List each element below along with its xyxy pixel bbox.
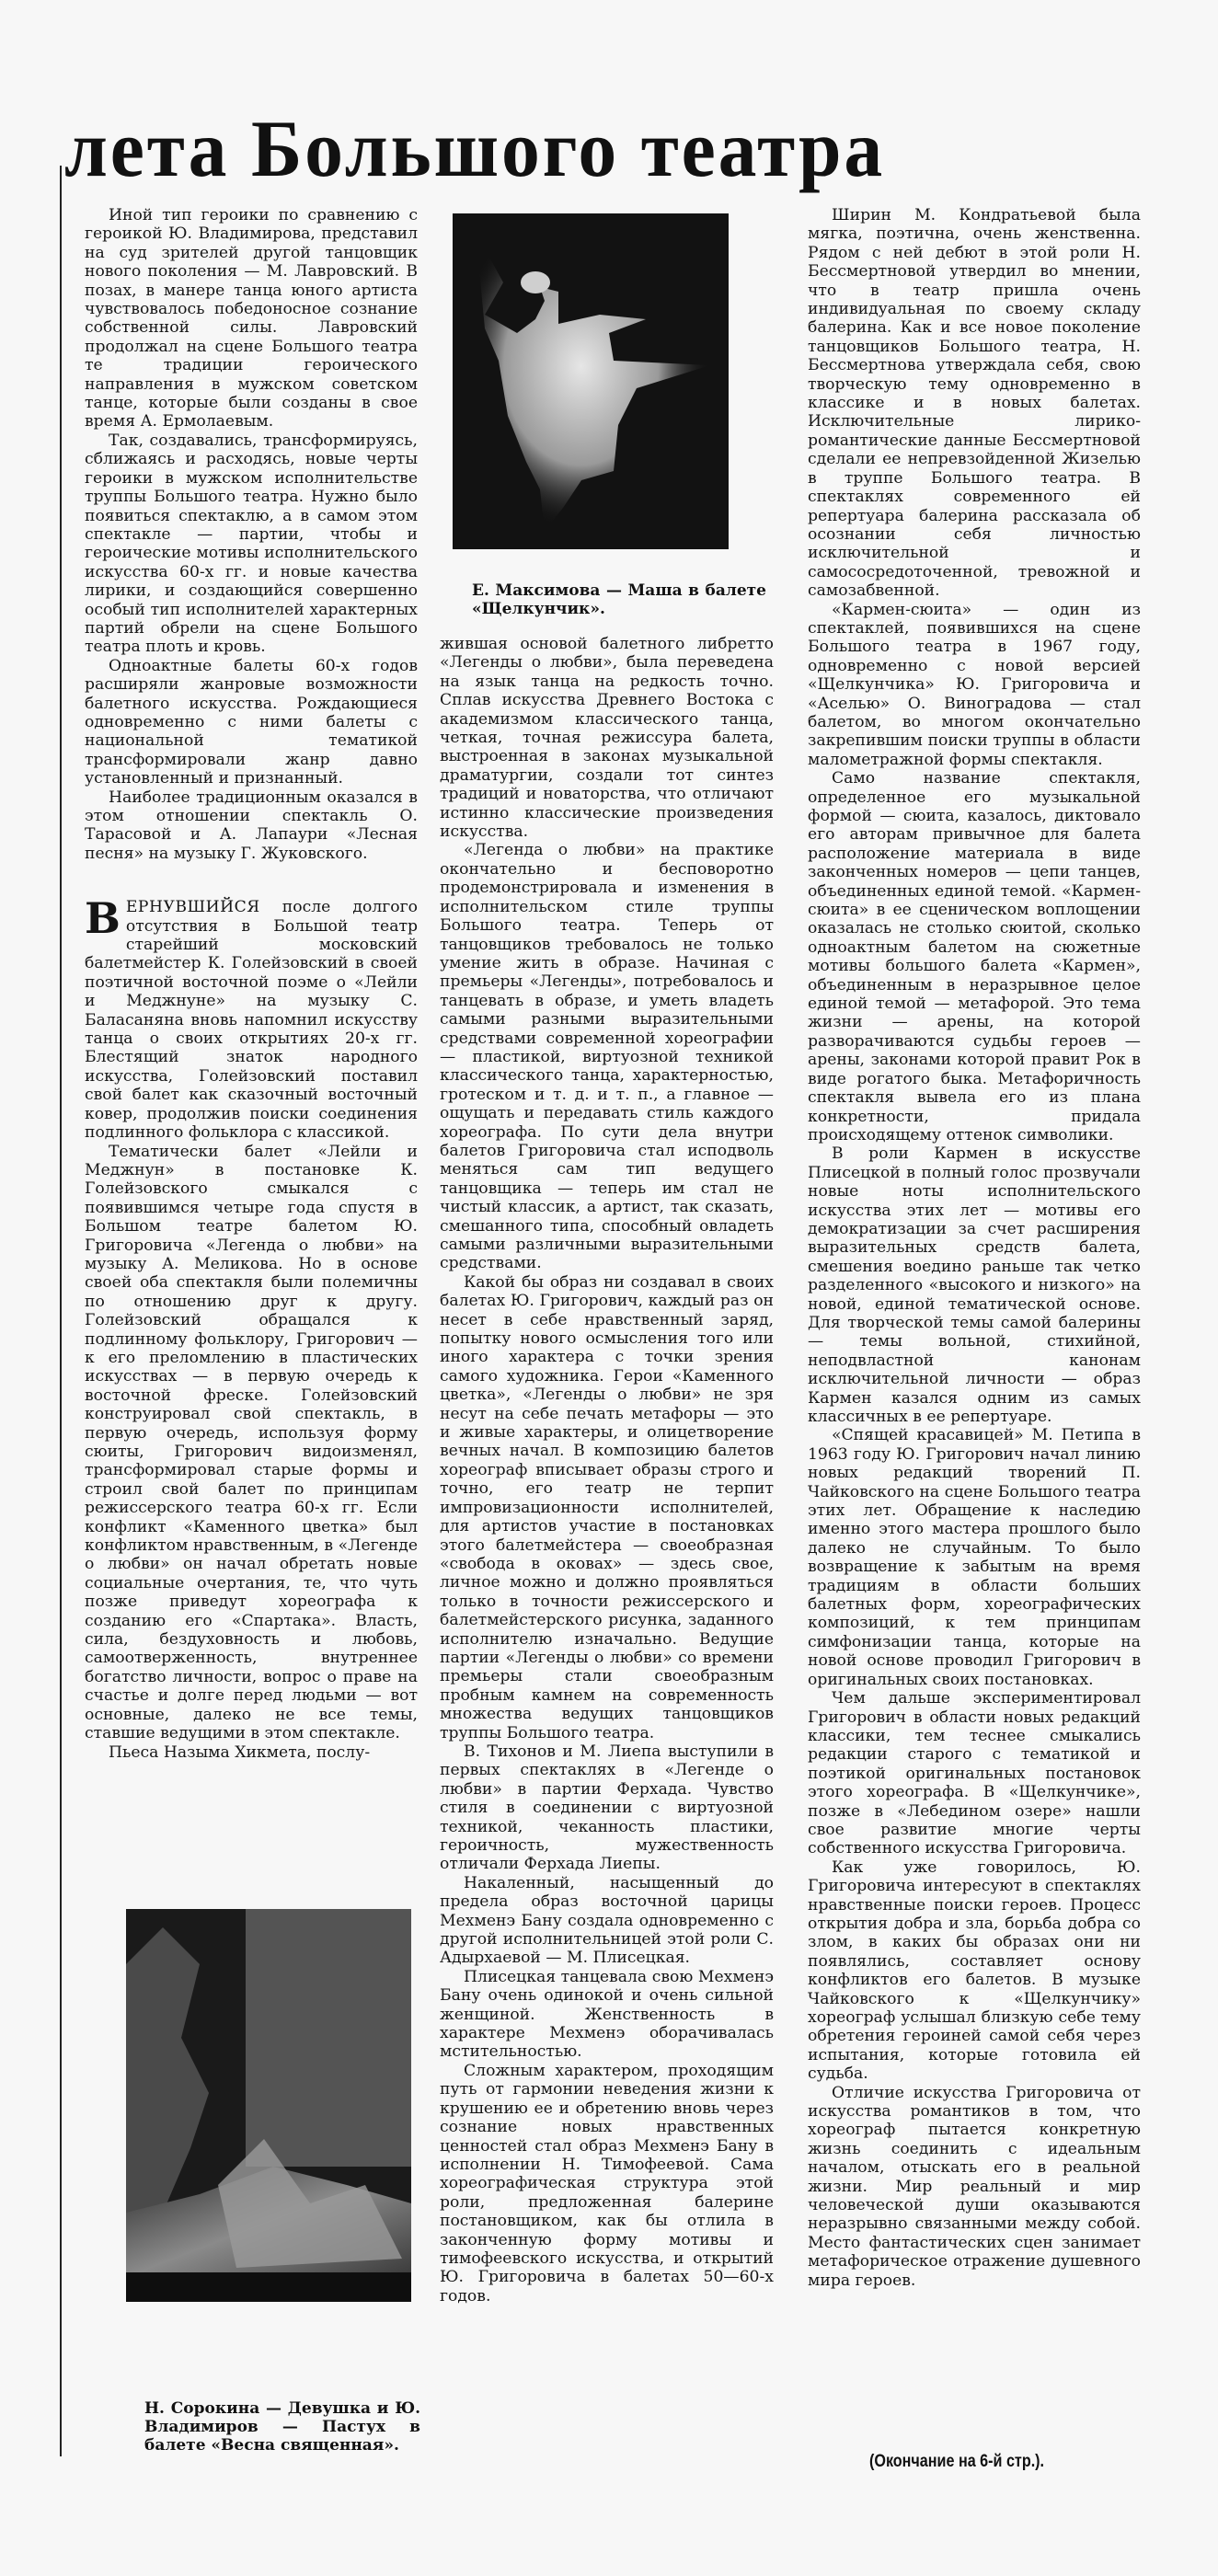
paragraph: Само название спектакля, определенное его музыкальной формой — сюита, казалось, диктовало его авторам привычное для балета расположение материала в виде законченных номеров — цепи танцев, объединенных единой темой. «Кармен-сюита» в ее сценическом воплощении оказалась не столько сюитой, сколько одноактным балетом на сюжетные мотивы большого балета «Кармен», объединенным в неразрывное целое единой темой — метафорой. Это тема жизни — арены, на которой разворачиваются судьбы героев — арены, законами которой правит Рок в виде рогатого быка. Метафоричность спектакля вывела его из плана конкретности, придала происходящему оттенок символики.	[808, 769, 1141, 1144]
paragraph: Пьеса Назыма Хикмета, послу-	[109, 1742, 371, 1762]
article-column-1	[85, 206, 418, 1762]
article-column-2	[440, 635, 774, 2306]
paragraph: Иной тип героики по сравнению с героикой Ю. Владимирова, представил на суд зрителей другой танцовщик нового поколения — М. Лавровский. В позах, в манере танца юного артиста чувствовалось победоносное сознание собственной силы. Лавровский продолжал на сцене Большого театра те традиции героического направления в мужском советском танце, которые были созданы в свое время А. Ермолаевым.	[85, 206, 418, 431]
column-rule	[60, 166, 62, 2456]
paragraph: жившая основой балетного либретто «Легенды о любви», была переведена на язык танца на редкость точно. Сплав искусства Древнего Востока с академизмом классического танца, четкая, точная режиссура балета, выстроенная в законах музыкальной драматургии, создали тот синтез традиций и новаторства, что отличают истинно классические произведения искусства.	[440, 635, 774, 842]
dropcap-text: после долгого отсутствия в Большой театр старейший московский балетмейстер К. Голейзовский в своей поэтичной восточной поэме о «Лейли и Меджнуне» на музыку С. Баласаняна вновь напомнил искусству танца о своих открытиях 20-х гг. Блестящий знаток народного искусства, Голейзовский поставил свой балет как сказочный восточный ковер, продолжив поиски соединения подлинного фольклора с классикой.	[85, 898, 418, 1143]
paragraph: Так, создавались, трансформируясь, сближаясь и расходясь, новые черты героики в мужском исполнительстве труппы Большого театра. Нужно было появиться спектаклю, а в самом этом спектакле — партии, чтобы и героические мотивы исполнительского искусства 60-х гг. и новые качества лирики, и создающийся совершенно особый тип исполнителей характерных партий обрели на сцене Большого театра плоть и кровь.	[85, 431, 418, 657]
photo-sorokina-vladimirov	[126, 1909, 411, 2302]
paragraph: «Кармен-сюита» — один из спектаклей, появившихся на сцене Большого театра в 1967 году, одновременно с новой версией «Щелкунчика» Ю. Григоровича и «Аселью» О. Виноградова — стал балетом, во многом окончательно закрепившим поиски труппы в области малометражной формы спектакля.	[808, 600, 1141, 769]
dancers-image	[126, 1909, 411, 2302]
lead-caps: ЕРНУВШИЙСЯ	[125, 898, 260, 917]
paragraph: Ширин М. Кондратьевой была мягка, поэтична, очень женственна. Рядом с ней дебют в этой роли Н. Бессмертновой утвердил во мнении, что в театр пришла очень индивидуальная по своему складу балерина. Как и все новое поколение танцовщиков Большого театра, Н. Бессмертнова утверждала себя, свою творческую тему одновременно в классике и в новых балетах. Исключительные лирико-романтические данные Бессмертновой сделали ее непревзойденной Жизелью в труппе Большого театра. В спектаклях современного ей репертуара балерина рассказала об осознании себя личностью исключительной и самососредоточенной, тревожной и самозабвенной.	[808, 206, 1141, 601]
paragraph: «Спящей красавицей» М. Петипа в 1963 году Ю. Григорович начал линию новых редакций творений П. Чайковского на сцене Большого театра этих лет. Обращение к наследию именно этого мастера прошлого было далеко не случайным. То было возвращение к забытым на время традициям в области больших балетных форм, хореографических композиций, к тем принципам симфонизации танца, которые на новой основе проводил Григорович в оригинальных своих постановках.	[808, 1426, 1141, 1689]
article-column-3	[808, 206, 1141, 2290]
paragraph: Чем дальше экспериментировал Григорович в области новых редакций классики, тем теснее смыкались редакции старого с тематикой и поэтикой оригинальных постановок этого хореографа. В «Щелкунчике», позже в «Лебедином озере» нашли свое развитие многие черты собственного искусства Григоровича.	[808, 1689, 1141, 1858]
paragraph: Какой бы образ ни создавал в своих балетах Ю. Григорович, каждый раз он несет в себе нравственный заряд, попытку нового осмысления того или иного характера с точки зрения самого художника. Герои «Каменного цветка», «Легенды о любви» не зря несут на себе печать метафоры — это и живые характеры, и олицетворение вечных начал. В композицию балетов хореограф вписывает образы строго и точно, его театр не терпит импровизационности исполнителей, для артистов участие в постановках этого балетмейстера — своеобразная «свобода в оковах» — здесь свое, личное можно и должно проявляться только в точности режиссерского и балетмейстерского рисунка, заданного исполнителю изначально. Ведущие партии «Легенды о любви» со времени премьеры стали своеобразным пробным камнем на современность множества ведущих танцовщиков труппы Большого театра.	[440, 1272, 774, 1742]
photo-caption: Е. Максимова — Маша в балете «Щелкунчик».	[472, 581, 766, 618]
paragraph: Как уже говорилось, Ю. Григоровича интересуют в спектаклях нравственные поиски героев. Процесс открытия добра и зла, борьба добра со злом, в каких бы образах они ни появлялись, составляет основу конфликтов его балетов. В музыке Чайковского к «Щелкунчику» хореограф услышал близкую себе тему обретения героиней самой себя через испытания, которые готовила ей судьба.	[808, 1857, 1141, 2084]
paragraph: Наиболее традиционным оказался в этом отношении спектакль О. Тарасовой и А. Лапаури «Лесная песня» на музыку Г. Жуковского.	[85, 788, 418, 863]
paragraph: Накаленный, насыщенный до предела образ восточной царицы Мехменэ Бану создала одновременно с другой исполнительницей этой роли С. Адырхаевой — М. Плисецкая.	[440, 1873, 774, 1968]
dropcap-paragraph	[85, 893, 418, 1143]
continued-note: (Окончание на 6-й стр.).	[869, 2452, 1045, 2471]
paragraph: Плисецкая танцевала свою Мехменэ Бану очень одинокой и очень сильной женщиной. Женственность в характере Мехменэ оборачивалась мстительностью.	[440, 1967, 774, 2062]
paragraph: Тематически балет «Лейли и Меджнун» в постановке К. Голейзовского смыкался с появившимся четыре года спустя в Большом театре балетом Ю. Григоровича «Легенда о любви» на музыку А. Меликова. Но в основе своей оба спектакля были полемичны по отношению друг к другу. Голейзовский обращался к подлинному фольклору, Григорович — к его преломлению в пластических искусствах — в первую очередь к восточной фреске. Голейзовский конструировал свой спектакль, в первую очередь, используя форму сюиты, Григорович видоизменял, трансформировал старые формы и строил свой балет по принципам режиссерского театра 60-х гг. Если конфликт «Каменного цветка» был конфликтом нравственным, в «Легенде о любви» он начал обретать новые социальные очертания, те, что чуть позже приведут хореографа к созданию его «Спартака». Власть, сила, бездуховность и любовь, самоотверженность, внутреннее богатство личности, вопрос о праве на счастье и долге перед людьми — вот основные, далеко не все темы, ставшие ведущими в этом спектакле.	[85, 1142, 418, 1743]
headline: лета Большого театра	[64, 105, 886, 194]
paragraph: Отличие искусства Григоровича от искусства романтиков в том, что хореограф пытается конкретную жизнь соединить с идеальным началом, отыскать его в реальной жизни. Мир реальный и мир человеческой души оказываются неразрывно связанными между собой. Место фантастических сцен занимает метафорическое отражение душевного мира героев.	[808, 2083, 1141, 2290]
paragraph: Одноактные балеты 60-х годов расширяли жанровые возможности балетного искусства. Рождающиеся одновременно с ними балеты с национальной тематикой трансформировали жанр давно установленный и признанный.	[85, 656, 418, 788]
dropcap-letter: В	[85, 893, 121, 944]
paragraph: «Легенда о любви» на практике окончательно и бесповоротно продемонстрировала и изменения в исполнительском стиле труппы Большого театра. Теперь от танцовщиков требовалось не только умение жить в образе. Начиная с премьеры «Легенды», потребовалось и танцевать в образе, и уметь владеть самыми разными выразительными средствами современной хореографии — пластикой, виртуозной техникой классического танца, характерностью, гротеском и т. д. и т. п., а главное — ощущать и передавать стиль каждого хореографа. По сути дела внутри балетов Григоровича стал исподволь меняться сам тип ведущего танцовщика — теперь им стал не чистый классик, а артист, так сказать, смешанного типа, способный овладеть самыми различными выразительными средствами.	[440, 841, 774, 1273]
paragraph: Сложным характером, проходящим путь от гармонии неведения жизни к крушению ее и обретению вновь через сознание новых нравственных ценностей стал образ Мехменэ Бану в исполнении Н. Тимофеевой. Сама хореографическая структура этой роли, предложенная балерине постановщиком, как бы отлила в законченную форму мотивы и тимофеевского искусства, и открытий Ю. Григоровича в балетах 50—60-х годов.	[440, 2061, 774, 2306]
paragraph: В роли Кармен в искусстве Плисецкой в полный голос прозвучали новые ноты исполнительского искусства этих лет — мотивы его демократизации за счет расширения выразительных средств балета, смешения воедино раньше так четко разделенного «высокого и низкого» на новой, единой тематической основе. Для творческой темы самой балерины — темы вольной, стихийной, неподвластной канонам исключительной личности — образ Кармен казался одним из самых классичных в ее репертуаре.	[808, 1144, 1141, 1426]
photo-maximova	[453, 213, 729, 549]
photo-caption: Н. Сорокина — Девушка и Ю. Владимиров — Пастух в балете «Весна священная».	[144, 2399, 420, 2455]
ballerina-image	[453, 213, 729, 549]
paragraph: В. Тихонов и М. Лиепа выступили в первых спектаклях в «Легенде о любви» в партии Ферхада. Чувство стиля в соединении с виртуозной техникой, чеканность пластики, героичность, мужественность отличали Ферхада Лиепы.	[440, 1742, 774, 1874]
